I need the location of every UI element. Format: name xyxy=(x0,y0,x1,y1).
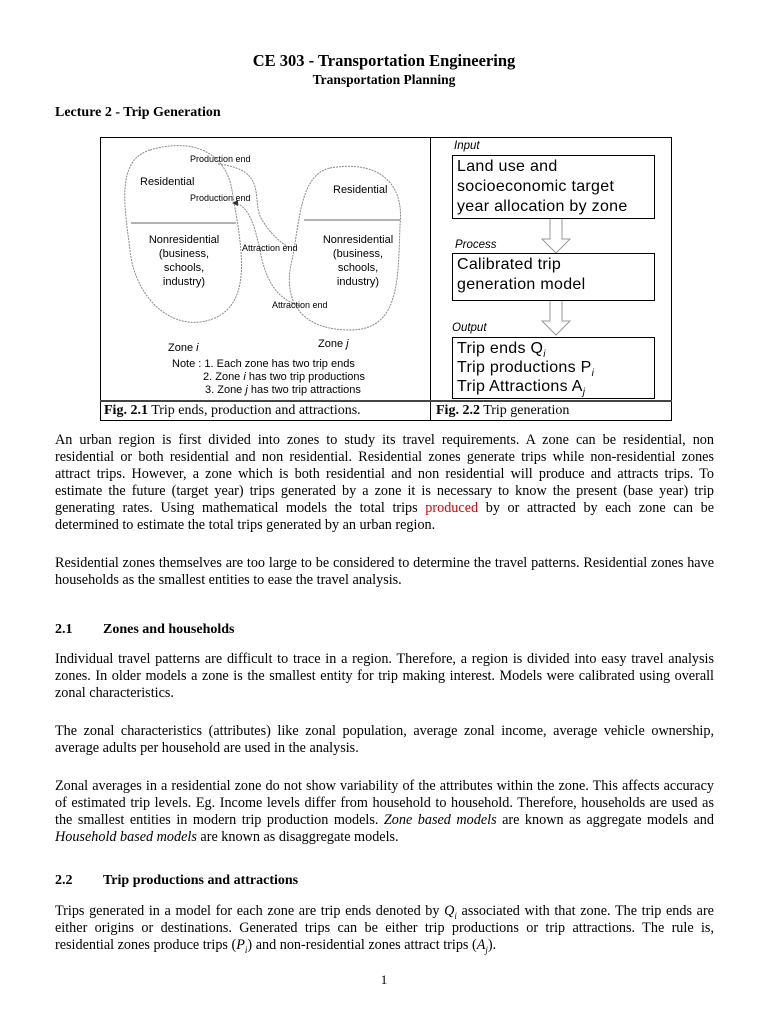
text: Fig. 2.2 xyxy=(436,403,480,418)
text: are known as disaggregate models. xyxy=(196,829,399,845)
text: Zonal averages in a residential zone do not show variability of the attributes within the zone. This affects accuracy of estimated trip levels. Eg. Income levels differ from household to household. Therefore, households are used as the smallest entities in modern trip production models. xyxy=(55,778,714,828)
text: Trip ends, production and attractions. xyxy=(147,403,361,418)
text: An urban region is first divided into zones to study its travel requirements. A zone can be residential, non residential or both residential and non residential. Residential zones generate trips while non-residential zones attract trips. However, a zone which is both residential and non residential will produce and attracts trips. To estimate the future (target year) trips generated by a zone it is necessary to know the present (base year) trip generating rates. Using mathematical models the total trips xyxy=(55,432,714,516)
down-arrow-icon xyxy=(542,219,570,253)
text: Zone xyxy=(318,338,344,350)
output-label: Output xyxy=(452,322,487,334)
text: Fig. 2.1 xyxy=(104,403,148,418)
text-line: industry) xyxy=(162,276,206,288)
residential-label-i: Residential xyxy=(140,176,195,188)
text: i xyxy=(244,944,248,955)
lecture-heading: Lecture 2 - Trip Generation xyxy=(55,105,221,120)
text: ) and non-residential zones attract trips ( xyxy=(247,937,477,953)
text-line: industry) xyxy=(336,276,380,288)
text: has two trip productions xyxy=(245,371,366,383)
output-line xyxy=(457,358,650,380)
text: associated with that zone. The trip ends are either origins or destinations. Generated trips can be either trip productions or trip attractions. The rule is, residential zones produce trips ( xyxy=(55,903,714,953)
paragraph xyxy=(55,903,714,954)
text-line: schools, xyxy=(337,262,379,274)
italic-text: Household based models xyxy=(55,829,197,845)
text: j xyxy=(346,338,349,350)
process-label: Process xyxy=(455,239,497,251)
process-box xyxy=(452,253,655,301)
text-line: Nonresidential xyxy=(148,234,220,246)
attraction-end-label: Attraction end xyxy=(242,243,298,253)
text-line: year allocation by zone xyxy=(457,198,628,215)
document-subtitle: Transportation Planning xyxy=(312,72,456,87)
paragraph: The zonal characteristics (attributes) like zonal population, average zonal income, average vehicle ownership, average adults per household are used in the analysis. xyxy=(55,723,714,756)
text: Trips generated in a model for each zone are trip ends denoted by xyxy=(55,903,445,919)
text: j xyxy=(582,387,586,399)
output-line xyxy=(457,377,650,399)
text: i xyxy=(196,342,199,354)
text: Trip productions P xyxy=(457,359,592,376)
nonresidential-label-i xyxy=(134,233,234,289)
section-heading: Zones and households xyxy=(103,622,235,637)
text: Trip Attractions A xyxy=(457,378,583,395)
text: 3. Zone xyxy=(205,384,246,396)
italic-text: Zone based models xyxy=(383,812,497,828)
text: Zone xyxy=(168,342,194,354)
text-line: Nonresidential xyxy=(322,234,394,246)
note-line-2 xyxy=(203,371,365,384)
text: Trip generation xyxy=(479,403,570,418)
text-line: socioeconomic target xyxy=(457,178,615,195)
text: i xyxy=(454,910,457,921)
italic-text: Q xyxy=(444,903,455,919)
text: by or attracted by each zone can be determined to estimate the total trips generated by an urban region. xyxy=(55,500,714,533)
figure-2-2-caption xyxy=(436,402,569,419)
section-heading: Trip productions and attractions xyxy=(103,873,299,888)
section-number: 2.1 xyxy=(55,622,73,637)
italic-text: P xyxy=(236,937,245,953)
italic-text: A xyxy=(476,937,486,953)
text-line: (business, xyxy=(332,248,384,260)
highlighted-text: produced xyxy=(425,500,479,516)
text: j xyxy=(245,384,248,396)
output-line xyxy=(457,339,650,361)
production-end-label: Production end xyxy=(190,193,251,203)
attraction-end-label: Attraction end xyxy=(272,300,328,310)
text-line: Land use and xyxy=(457,158,558,175)
page-number: 1 xyxy=(380,972,388,987)
text: i xyxy=(243,371,246,383)
text: Trip ends Q xyxy=(457,340,544,357)
note-line-1: Note : 1. Each zone has two trip ends xyxy=(172,358,355,370)
paragraph: Residential zones themselves are too large to be considered to determine the travel patterns. Residential zones have households as the smallest entities to ease the travel analysis. xyxy=(55,555,714,588)
production-end-label: Production end xyxy=(190,154,251,164)
output-box xyxy=(452,337,655,399)
text: has two trip attractions xyxy=(247,384,361,396)
paragraph xyxy=(55,432,714,534)
note-line-3 xyxy=(205,384,361,397)
input-box xyxy=(452,155,655,219)
text: j xyxy=(485,944,488,955)
residential-label-j: Residential xyxy=(333,184,388,196)
text: are known as aggregate models and xyxy=(496,812,714,828)
text: i xyxy=(591,368,595,380)
text-line: Calibrated trip xyxy=(457,256,562,273)
paragraph: Individual travel patterns are difficult to trace in a region. Therefore, a region is divided into easy travel analysis zones. In older models a zone is the smallest entity for trip making interest. Models were calibrated using overall zonal characteristics. xyxy=(55,651,714,701)
text-line: schools, xyxy=(163,262,205,274)
text-line: (business, xyxy=(158,248,210,260)
nonresidential-label-j xyxy=(310,233,406,289)
zone-i-label xyxy=(168,342,199,355)
text: 2. Zone xyxy=(203,371,244,383)
paragraph xyxy=(55,778,714,846)
zone-j-label xyxy=(318,338,349,351)
figure-2-1-caption xyxy=(104,402,361,419)
text: i xyxy=(543,349,546,361)
section-number: 2.2 xyxy=(55,873,73,888)
text: ). xyxy=(487,937,497,953)
input-label: Input xyxy=(454,140,480,152)
text-line: generation model xyxy=(457,276,586,293)
down-arrow-icon xyxy=(542,301,570,335)
document-title: CE 303 - Transportation Engineering xyxy=(252,51,516,70)
